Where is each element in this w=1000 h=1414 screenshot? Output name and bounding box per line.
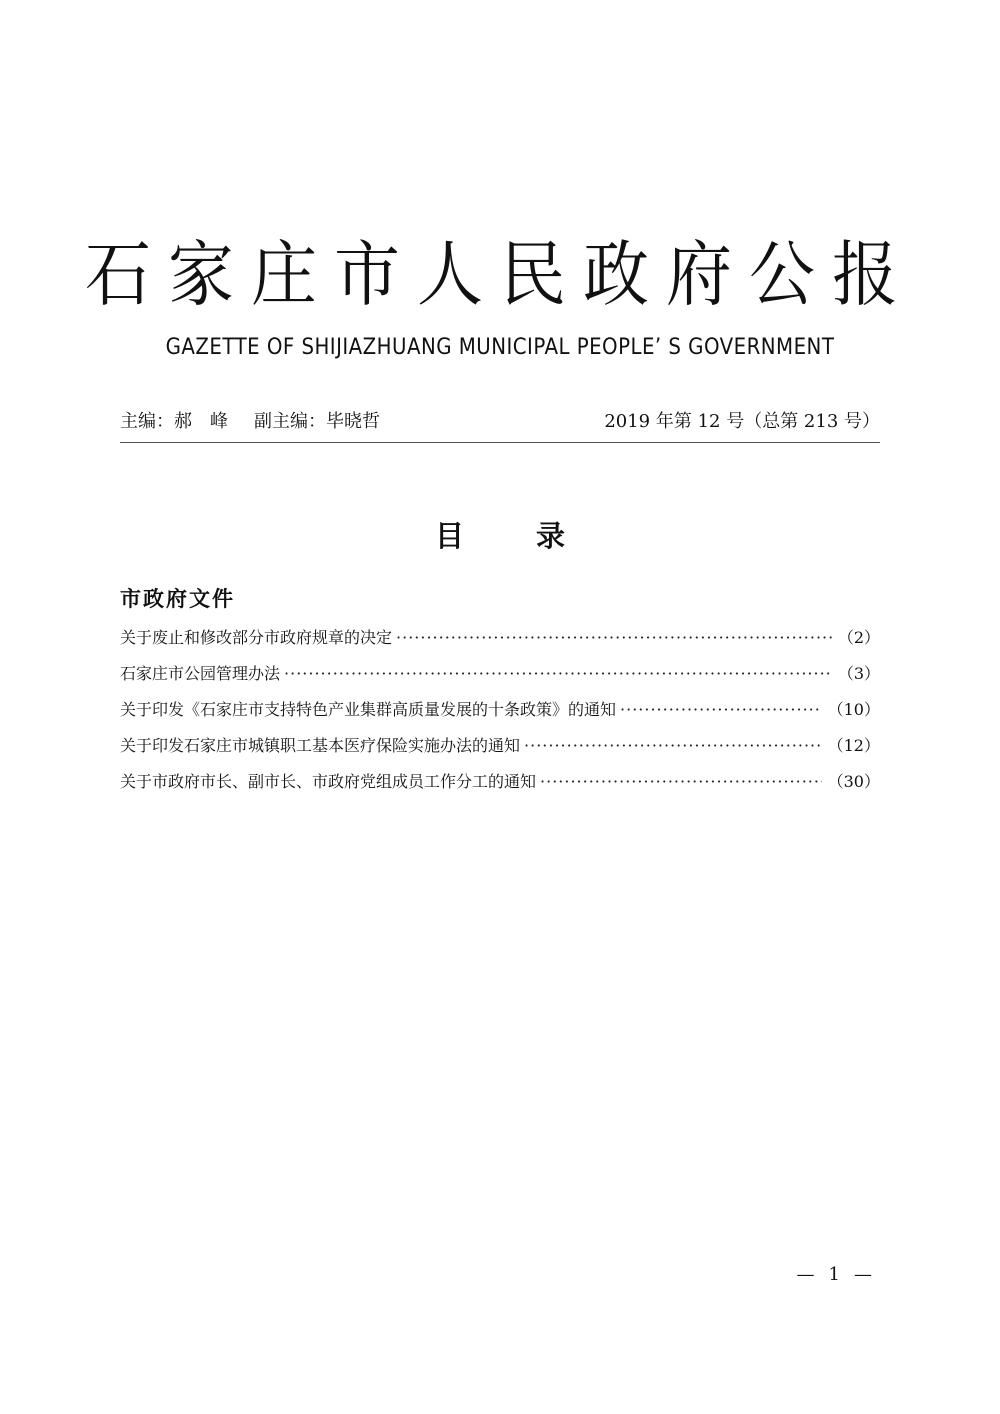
editors [120, 408, 380, 436]
gazette-title: 石家庄市人民政府公报 [85, 233, 915, 317]
toc-entry-page: （30） [827, 772, 880, 791]
toc-list [120, 620, 880, 800]
toc-heading: 目录 [434, 519, 637, 553]
toc-entry[interactable] [120, 728, 880, 764]
dot-leader [620, 692, 822, 728]
page-dash-left: — [796, 1264, 815, 1285]
toc-entry-title[interactable]: 关于市政府市长、副市长、市政府党组成员工作分工的通知 [120, 772, 537, 791]
toc-entry-page: （2） [837, 628, 880, 647]
toc-entry[interactable] [120, 764, 880, 800]
toc-entry-title[interactable]: 石家庄市公园管理办法 [120, 664, 281, 683]
toc-entry-title[interactable]: 关于印发《石家庄市支持特色产业集群高质量发展的十条政策》的通知 [120, 700, 617, 719]
deputy-chief-editor: 副主编：毕晓哲 [254, 411, 380, 432]
masthead-meta-row [120, 408, 880, 438]
page-dash-right: — [854, 1264, 872, 1285]
toc-entry-title[interactable]: 关于废止和修改部分市政府规章的决定 [120, 628, 393, 647]
toc-entry[interactable] [120, 692, 880, 728]
toc-section-title: 市政府文件 [120, 587, 235, 611]
toc-entry[interactable] [120, 656, 880, 692]
toc-entry-page: （12） [827, 736, 880, 755]
page-number [797, 1262, 872, 1288]
toc-entry-page: （10） [827, 700, 880, 719]
gazette-english-subtitle: GAZETTE OF SHIJIAZHUANG MUNICIPAL PEOPLE’ S GOVERNMENT [165, 335, 835, 360]
issue-number: 2019 年第 12 号（总第 213 号） [604, 411, 880, 432]
dot-leader [524, 728, 822, 764]
dot-leader [540, 764, 822, 800]
dot-leader [396, 620, 832, 656]
toc-entry-title[interactable]: 关于印发石家庄市城镇职工基本医疗保险实施办法的通知 [120, 736, 521, 755]
toc-entry-page: （3） [837, 664, 880, 683]
chief-editor: 主编：郝 峰 [120, 411, 228, 432]
dot-leader [284, 656, 832, 692]
header-divider [120, 442, 880, 443]
toc-entry[interactable] [120, 620, 880, 656]
page-number-value: 1 [828, 1264, 840, 1285]
